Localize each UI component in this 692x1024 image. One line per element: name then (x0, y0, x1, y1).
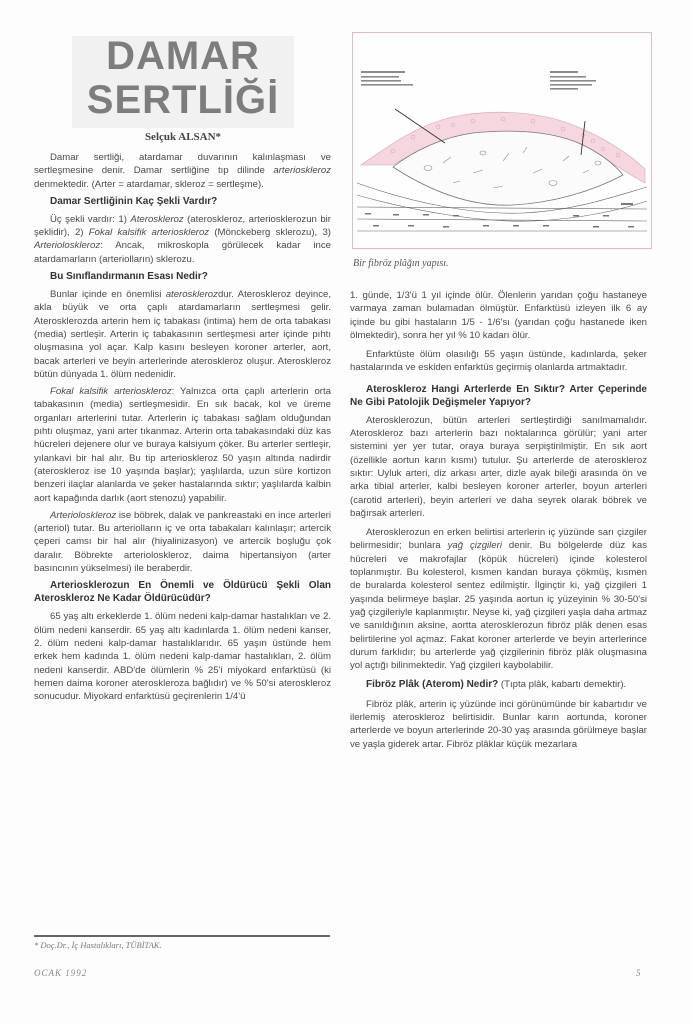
necrotic-core-label (361, 71, 413, 86)
paragraph: Fokal kalsifik arterioskleroz: Yalnızca orta çaplı arterlerin orta tabakasının (media) sertleşmesidir. En sık bacak, kol ve üreme organları arterlerini tutar. Arterlerin iç tabakası sağlam olduğundan pıhtı oluşmaz, yani arter tıkanmaz. Arterin orta tabakasındaki düz kas hücreleri dejenere olur ve buraya kalsiyum çöker. Bu arterler sertleşir, yılankavi bir hal alır. Bu tip arterioskleroz 50 yaşın altında nadirdir (ateroskleroz ise 10 yaşında başlar); yaşlılarda, uzun süre kortizon benzeri ilaçlar alanlarda ve şeker hastalarında sıktır; yaşlılarda kalbin aort kapağında darlık (aort stenozu) yapabilir. (34, 386, 331, 504)
paragraph: 1. günde, 1/3'ü 1 yıl içinde ölür. Ölenlerin yarıdan çoğu hastaneye varmaya zaman bulamadan ölmüştür. Enfarktüsü izleyen ilk 6 ay içinde bu gibi hastaların 1/5 - 1/6'sı (yarıdan çoğu hastanede iken ölmektedir), sonra her yıl % 10 kadarı ölür. (350, 290, 647, 341)
left-column (34, 151, 331, 707)
paragraph: Fibröz Plâk (Aterom) Nedir? (Tıpta plâk, kabartı demektir). (366, 679, 627, 691)
section-heading: Bu Sınıflandırmanın Esası Nedir? (50, 271, 208, 283)
paragraph: Fibröz plâk, arterin iç yüzünde inci görünümünde bir kabartıdır ve ilerlemiş ateroskleroz belirtisidir. Bunlar karın aortunda, koroner arterlerde ve boyun arterlerinde 20-30 yaş arasında görülmeye başlar ve yaşla giderek artar. Fibröz plâklar küçük mezarlara (350, 698, 647, 750)
section-heading: Ateroskleroz Hangi Arterlerde En Sıktır? Arter Çeperinde Ne Gibi Patolojik Değişmeler Yapıyor? (350, 383, 647, 408)
section-heading: Damar Sertliğinin Kaç Şekli Vardır? (50, 195, 218, 207)
paragraph: Aterosklerozun, bütün arterleri sertleştirdiği sanılmamalıdır. Ateroskleroz bazı arterlerin bazı noktalarınca görülür; yani arter sistemini yer yer tutar, oraya buraya serpiştirilmiştir. En sık aort (özellikle aortun karın kısmı) tutulur. Şu arterlerde de ateroskleroz sıktır: Uyluk arteri, diz arkası arter, dizle ayak bileği arasında ön ve arka tibial arterler, kalbi besleyen koroner arterler, boyun arterleri (carotid arterleri), beyin arterleri ve daha seyrek olarak böbrek ve bağırsak arterleri. (350, 414, 647, 519)
plaque-diagram (353, 33, 651, 248)
page-number: 5 (636, 968, 641, 978)
section-heading-inline: Fibröz Plâk (Aterom) Nedir? (366, 679, 499, 691)
paragraph: Bunlar içinde en önemlisi aterosklerozdur. Ateroskleroz deyince, akla büyük ve orta çaplı atardamarların sertleşmesi gelir. Aterosklerozda arterin hem iç tabakası (intima) hem de orta tabakası (media) sertleşir. Arterin iç tabakasının sertleşmesi arter içinde pıhtı oluşmasına yol açar. Kalp kasını besleyen koroner arterler, aort, bacak arterleri ve beyin arterlerinde ateroskleroz oluşur. Ateroskleroz bütün dünyada 1. ölüm nedenidir. (34, 289, 331, 380)
paragraph: Üç şekli vardır: 1) Ateroskleroz (ateroskleroz, arteriosklerozun bir şeklidir), 2) Fokal kalsifik arterioskleroz (Mönckeberg sklerozu), 3) Arterioloskleroz: Ancak, mikroskopla görülecek kadar ince atardamarların (arteriolların) sklerozu. (34, 213, 331, 265)
fibrous-plaque-figure (352, 32, 652, 249)
paragraph: 65 yaş altı erkeklerde 1. ölüm nedeni kalp-damar hastalıkları ve 2. ölüm nedeni kanserdir. 65 yaş altı kadınlarda 1. ölüm nedeni kanser, 2. ölüm nedeni kalp-damar hastalıklarıdır. 65 yaşın üstünde hem erkek hem kadında 1. ölüm nedeni kalp-damar hastalıkları, 2. ölüm nedeni kanserdir. ABD'de ölümlerin % 25'i miyokard enfarktüsü (ki hemen daima koroner ateroskleroza bağlıdır) ve % 50'si ateroskleroz sonucudur. Miyokard enfarktüsü geçirenlerin 1/4'ü (34, 611, 331, 703)
fibrous-cap-label (550, 71, 596, 90)
footnote: * Doç.Dr., İç Hastalıkları, TÜBİTAK. (34, 940, 162, 950)
footnote-divider (34, 935, 330, 937)
article-title (72, 34, 294, 122)
intro-paragraph: Damar sertliği, atardamar duvarının kalınlaşması ve sertleşmesine denir. Damar sertliğine tıp dilinde arterioskleroz denmektedir. (Arter = atardamar, skleroz = sertleşme). (34, 152, 331, 190)
author-name: Selçuk ALSAN* (144, 131, 222, 143)
paragraph: Aterosklerozun en erken belirtisi arterlerin iç yüzünde sarı çizgiler belirmesidir; bunlara yağ çizgileri denir. Bu bölgelerde düz kas hücreleri ve makrofajlar (köpük hücreleri) içinde kolesterol toplanmıştır. Bu kolesterol, kısmen kandan buraya çökmüş, kısmen de buralarda kolesterol sentez edilmiştir. İlginçtir ki, yağ çizgileri 1 yaşında belirmeye başlar. 25 yaşında aortun iç yüzeyinin % 30-50'si yağ çizgileriyle kaplanmıştır. Neyse ki, yağ çizgileri yaşla daha artmaz ve sanıldığının aksine, aortta aterosklerozun fibröz plâk denen esas belirtilerine yol açmaz. Fakat koroner arterlerde ve beyin arterlerince durum farklıdır; bu arterlerde yağ çizgilerinin fibröz plâk oluşmasına yol açtığı bilinmektedir. Yağ çizgileri kaybolabilir. (350, 527, 648, 672)
paragraph: Arterioloskleroz ise böbrek, dalak ve pankreastaki en ince arterleri (arteriol) tutar. Bu arteriolların iç ve orta tabakaları kalınlaşır; artercik çeperi camsı bir hal alır (hiyalinizasyon) ve artercik boşluğu çok daralır. Böbrekte arterioloskleroz, daima hipertansiyon (arter basıncının yükselmesi) ile beraberdir. (34, 509, 331, 575)
figure-caption: Bir fibröz plâğın yapısı. (353, 258, 449, 269)
title-line-2: SERTLİĞİ (86, 78, 280, 122)
right-column (350, 289, 647, 755)
paragraph: Enfarktüste ölüm olasılığı 55 yaşın üstünde, kadınlarda, şeker hastalarında ve eskiden enfarktüs geçirmiş olanlarda artmaktadır. (350, 349, 647, 374)
title-line-1: DAMAR (106, 34, 260, 78)
section-heading: Arteriosklerozun En Önemli ve Öldürücü Şekli Olan Ateroskleroz Ne Kadar Öldürücüdür? (34, 580, 331, 605)
issue-date: OCAK 1992 (34, 968, 88, 978)
